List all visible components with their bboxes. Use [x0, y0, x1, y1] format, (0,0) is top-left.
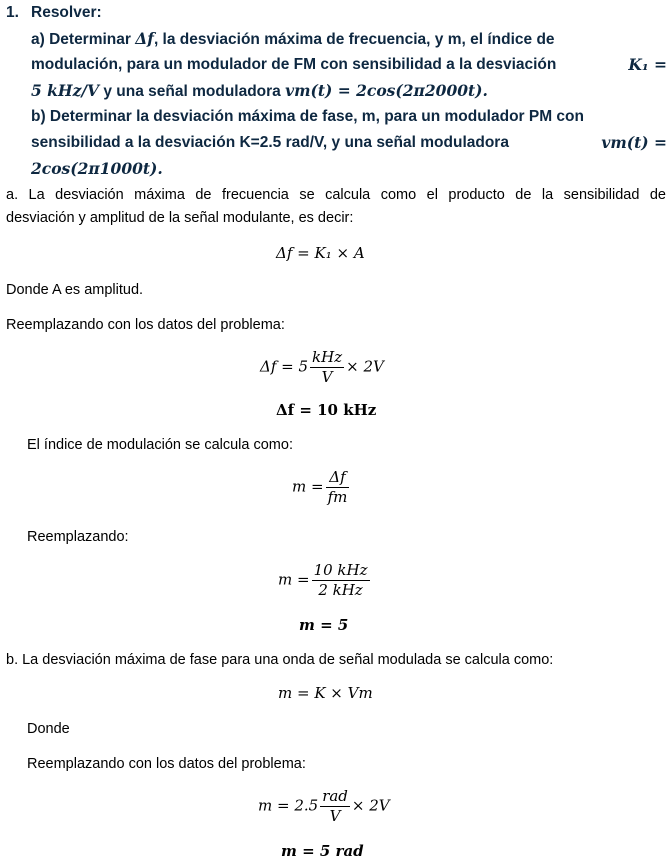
equation-phase-deviation-substitution: m = 2.5 $\frac{\text{rad}}{V}$ × 2V [258, 787, 390, 825]
part-b-line-3: 2cos(2π1000t). [31, 159, 163, 178]
exercise-number: 1. [6, 4, 19, 21]
reemplazando-datos-text-1: Reemplazando con los datos del problema: [6, 317, 285, 333]
indice-modulacion-text: El índice de modulación se calcula como: [27, 437, 293, 453]
equation-modulation-index: m = $\frac{\Delta f}{fm}$ [292, 468, 348, 506]
fraction-rad-v: $\frac{\text{rad}}{V}$ [322, 787, 348, 825]
equation-delta-f-definition: Δf = K₁ × A [276, 244, 365, 262]
part-b-line-2: sensibilidad a la desviación K=2.5 rad/V, y una señal moduladora vm(t) = [31, 133, 667, 152]
equation-delta-f-substitution: Δf = 5 $\frac{\text{kHz}}{V}$ × 2V [260, 348, 384, 386]
part-a-line-1: a) Determinar Δf, la desviación máxima de frecuencia, y m, el índice de [31, 29, 555, 48]
equation-modulation-index-substitution: m = $\frac{\text{10 kHz}}{\text{2 kHz}}$ [278, 561, 368, 599]
fraction-khz-v: $\frac{\text{kHz}}{V}$ [312, 348, 343, 386]
part-a-line-3: 5 kHz/V y una señal moduladora vm(t) = 2cos(2π2000t). [31, 81, 488, 100]
equation-delta-f-result: Δf = 10 kHz [276, 401, 377, 419]
part-a-text-line-1: a. La desviación máxima de frecuencia se calcula como el producto de la sensibilidad de [6, 187, 666, 203]
donde-text: Donde [27, 721, 70, 737]
fraction-10khz-2khz: $\frac{\text{10 kHz}}{\text{2 kHz}}$ [313, 561, 368, 599]
part-a-line-2: modulación, para un modulador de FM con sensibilidad a la desviación K₁ = [31, 55, 667, 74]
part-a-text-line-2: desviación y amplitud de la señal modulante, es decir: [6, 210, 354, 226]
reemplazando-datos-text-2: Reemplazando con los datos del problema: [27, 756, 306, 772]
part-b-line-1: b) Determinar la desviación máxima de fase, m, para un modulador PM con [31, 108, 584, 125]
equation-modulation-index-result: m = 5 [299, 616, 349, 634]
fraction-delta-f-fm: $\frac{\Delta f}{fm}$ [327, 468, 348, 506]
donde-a-text: Donde A es amplitud. [6, 282, 144, 298]
part-b-text: b. La desviación máxima de fase para una onda de señal modulada se calcula como: [6, 652, 554, 668]
exercise-title: Resolver: [31, 4, 102, 21]
equation-phase-deviation-result: m = 5 rad [281, 842, 364, 860]
equation-phase-deviation: m = K × Vm [278, 684, 373, 702]
reemplazando-text: Reemplazando: [27, 529, 129, 545]
